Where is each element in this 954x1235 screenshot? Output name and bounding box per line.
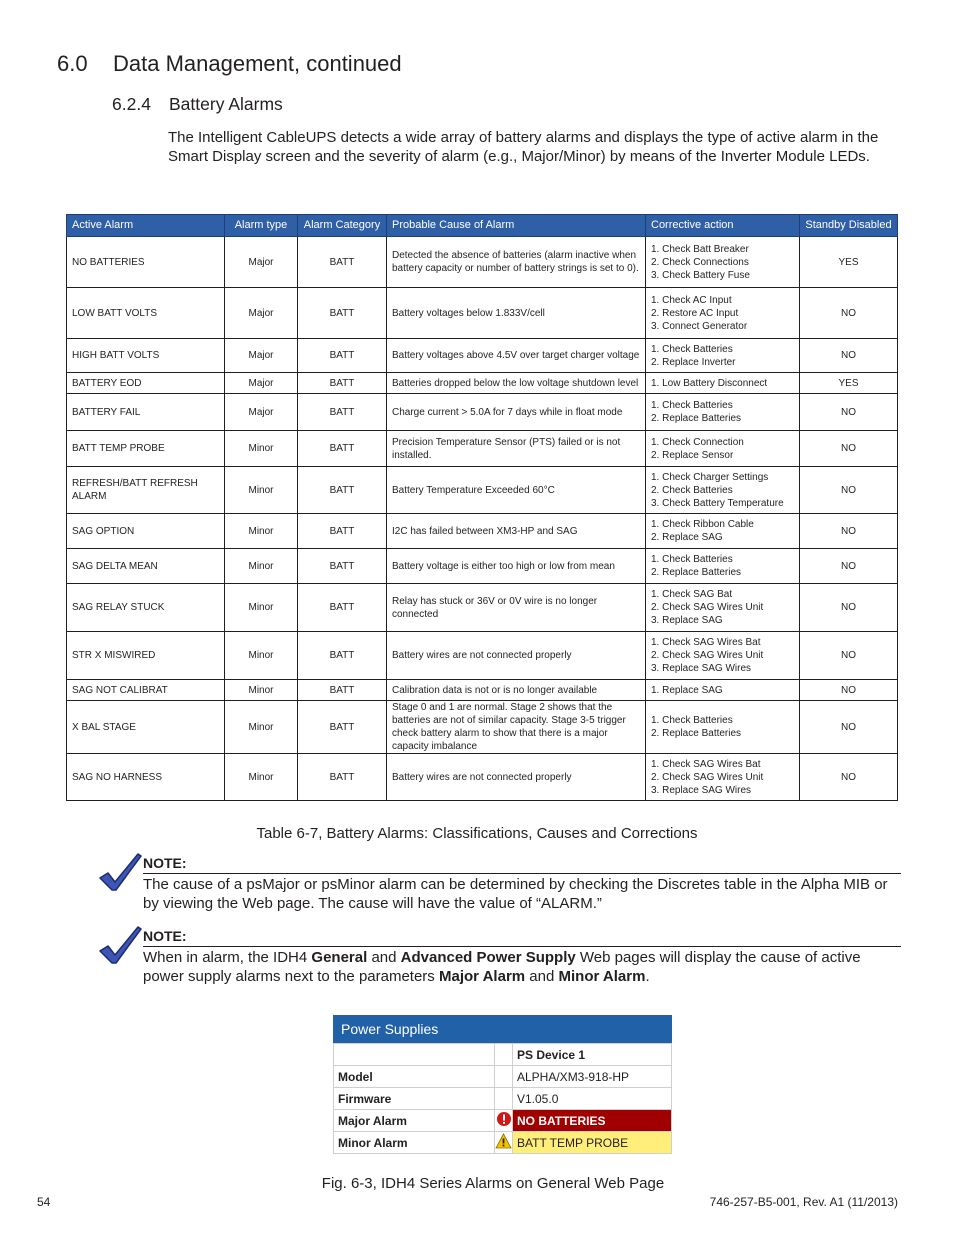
table-row (67, 701, 898, 754)
alarm-type-cell: Minor (225, 680, 298, 701)
alarm-category-cell: BATT (298, 373, 387, 394)
probable-cause-cell: Stage 0 and 1 are normal. Stage 2 shows that the batteries are not of similar capacity. Stage 3-5 trigger check battery alarm to show that there is a major capacity imbalance (387, 701, 646, 754)
alarm-category-cell: BATT (298, 339, 387, 373)
alarm-type-cell: Minor (225, 632, 298, 680)
probable-cause-cell: Batteries dropped below the low voltage shutdown level (387, 373, 646, 394)
standby-disabled-cell: NO (800, 584, 898, 632)
action-step: 1. Check SAG Wires Bat (651, 758, 761, 770)
action-step: 1. Check Batteries (651, 554, 733, 565)
corrective-action-cell (646, 394, 800, 431)
device-name: PS Device 1 (513, 1044, 672, 1066)
section-heading (57, 51, 402, 77)
alarm-type-cell: Minor (225, 514, 298, 549)
table-header-row (67, 215, 898, 237)
alarm-type-cell: Minor (225, 584, 298, 632)
table-row (67, 431, 898, 467)
note-1-body: The cause of a psMajor or psMinor alarm can be determined by checking the Discretes table in the Alpha MIB or by viewing the Web page. The cause will have the value of “ALARM.” (143, 876, 888, 912)
alarm-type-cell: Major (225, 237, 298, 288)
note-2-text: and (367, 949, 401, 966)
action-step: 3. Check Battery Fuse (651, 269, 750, 281)
probable-cause-cell: Relay has stuck or 36V or 0V wire is no longer connected (387, 584, 646, 632)
action-step: 1. Check Ribbon Cable (651, 519, 754, 530)
checkmark-icon (98, 925, 142, 965)
battery-alarms-table (66, 214, 898, 801)
corrective-action-cell (646, 467, 800, 514)
table-row (67, 394, 898, 431)
alarm-name-cell: SAG NO HARNESS (67, 754, 225, 801)
probable-cause-cell: Battery wires are not connected properly (387, 632, 646, 680)
corrective-action-cell (646, 754, 800, 801)
major-alarm-value: NO BATTERIES (513, 1110, 672, 1132)
figure-caption: Fig. 6-3, IDH4 Series Alarms on General Web Page (321, 1175, 665, 1192)
action-step: 1. Check Connection (651, 436, 744, 448)
alarm-type-cell: Minor (225, 467, 298, 514)
header-standby-disabled: Standby Disabled (800, 215, 898, 237)
note-2-text: and (525, 968, 559, 985)
probable-cause-cell: Charge current > 5.0A for 7 days while in float mode (387, 394, 646, 431)
minor-alarm-value: BATT TEMP PROBE (513, 1132, 672, 1154)
action-step: 3. Replace SAG Wires (651, 784, 752, 796)
table-row (67, 584, 898, 632)
alarm-category-cell: BATT (298, 237, 387, 288)
corrective-action-cell (646, 680, 800, 701)
alarm-name-cell: NO BATTERIES (67, 237, 225, 288)
checkmark-icon (98, 852, 142, 892)
standby-disabled-cell: YES (800, 373, 898, 394)
note-2-text: When in alarm, the IDH4 (143, 949, 312, 966)
corrective-action-cell (646, 632, 800, 680)
action-step: 1. Check SAG Bat (651, 589, 733, 600)
probable-cause-cell: Precision Temperature Sensor (PTS) failed or is not installed. (387, 431, 646, 467)
alarm-category-cell: BATT (298, 549, 387, 584)
alarm-type-cell: Major (225, 373, 298, 394)
action-step: 3. Replace SAG Wires (651, 663, 752, 674)
standby-disabled-cell: YES (800, 237, 898, 288)
header-probable-cause: Probable Cause of Alarm (387, 215, 646, 237)
note-2-bold-minor: Minor Alarm (558, 968, 646, 985)
action-step: 3. Replace SAG (651, 615, 723, 626)
minor-alarm-label: Minor Alarm (334, 1132, 495, 1154)
alarm-category-cell: BATT (298, 680, 387, 701)
action-step: 1. Check Batt Breaker (651, 243, 749, 255)
action-step: 1. Low Battery Disconnect (651, 377, 768, 389)
alarm-name-cell: SAG RELAY STUCK (67, 584, 225, 632)
alarm-category-cell: BATT (298, 632, 387, 680)
note-2-bold-general: General (311, 949, 368, 966)
probable-cause-cell: Battery voltage is either too high or low from mean (387, 549, 646, 584)
action-step: 2. Check SAG Wires Unit (651, 771, 764, 783)
header-alarm-type: Alarm type (225, 215, 298, 237)
action-step: 2. Check SAG Wires Unit (651, 650, 764, 661)
intro-paragraph: The Intelligent CableUPS detects a wide array of battery alarms and displays the type of active alarm in the Smart Display screen and the severity of alarm (e.g., Major/Minor) by means of the Inverter Module LEDs. (168, 129, 879, 165)
standby-disabled-cell: NO (800, 431, 898, 467)
warning-icon (495, 1133, 512, 1149)
probable-cause-cell: Battery voltages above 4.5V over target charger voltage (387, 339, 646, 373)
blank-cell (334, 1044, 495, 1066)
action-step: 1. Replace SAG (651, 684, 723, 696)
table-row (67, 288, 898, 339)
probable-cause-cell: I2C has failed between XM3-HP and SAG (387, 514, 646, 549)
standby-disabled-cell: NO (800, 467, 898, 514)
error-icon-cell (495, 1110, 513, 1132)
page-number: 54 (37, 1195, 51, 1209)
action-step: 2. Restore AC Input (651, 307, 739, 319)
table-row (334, 1066, 672, 1088)
probable-cause-cell: Battery wires are not connected properly (387, 754, 646, 801)
corrective-action-cell (646, 584, 800, 632)
table-row (334, 1132, 672, 1154)
firmware-value: V1.05.0 (513, 1088, 672, 1110)
alarm-type-cell: Minor (225, 549, 298, 584)
alarm-name-cell: BATTERY FAIL (67, 394, 225, 431)
alarm-category-cell: BATT (298, 467, 387, 514)
probable-cause-cell: Battery Temperature Exceeded 60°C (387, 467, 646, 514)
action-step: 1. Check Batteries (651, 400, 733, 411)
action-step: 2. Check SAG Wires Unit (651, 602, 764, 613)
corrective-action-cell (646, 514, 800, 549)
standby-disabled-cell: NO (800, 288, 898, 339)
major-alarm-label: Major Alarm (334, 1110, 495, 1132)
alarm-name-cell: SAG NOT CALIBRAT (67, 680, 225, 701)
header-corrective-action: Corrective action (646, 215, 800, 237)
standby-disabled-cell: NO (800, 754, 898, 801)
model-label: Model (334, 1066, 495, 1088)
alarm-category-cell: BATT (298, 514, 387, 549)
table-caption: Table 6-7, Battery Alarms: Classifications, Causes and Corrections (256, 825, 698, 842)
power-supplies-web-panel (333, 1015, 672, 1154)
standby-disabled-cell: NO (800, 514, 898, 549)
action-step: 2. Replace Inverter (651, 356, 736, 368)
table-row (67, 339, 898, 373)
warning-icon-cell (495, 1132, 513, 1154)
alarm-type-cell: Minor (225, 754, 298, 801)
table-row (334, 1110, 672, 1132)
note-2-bold-major: Major Alarm (438, 968, 526, 985)
note-2-bold-advanced: Advanced Power Supply (400, 949, 576, 966)
alarm-category-cell: BATT (298, 394, 387, 431)
action-step: 2. Check Connections (651, 256, 749, 268)
alarm-name-cell: LOW BATT VOLTS (67, 288, 225, 339)
action-step: 2. Replace SAG (651, 532, 723, 543)
blank-icon-cell (495, 1088, 513, 1110)
action-step: 3. Connect Generator (651, 320, 748, 332)
subsection-number: 6.2.4 (112, 94, 151, 114)
table-row (67, 514, 898, 549)
probable-cause-cell: Battery voltages below 1.833V/cell (387, 288, 646, 339)
corrective-action-cell (646, 701, 800, 754)
alarm-type-cell: Major (225, 288, 298, 339)
action-step: 1. Check Batteries (651, 715, 733, 726)
note-1-title: NOTE: (143, 855, 187, 871)
standby-disabled-cell: NO (800, 394, 898, 431)
section-number: 6.0 (57, 51, 88, 76)
header-alarm-category: Alarm Category (298, 215, 387, 237)
alarm-type-cell: Major (225, 339, 298, 373)
note-1-divider (143, 873, 901, 874)
alarm-name-cell: X BAL STAGE (67, 701, 225, 754)
action-step: 2. Replace Sensor (651, 449, 734, 461)
note-2-title: NOTE: (143, 928, 187, 944)
header-active-alarm: Active Alarm (67, 215, 225, 237)
alarm-name-cell: SAG OPTION (67, 514, 225, 549)
alarm-category-cell: BATT (298, 701, 387, 754)
subsection-heading (112, 94, 283, 115)
action-step: 2. Replace Batteries (651, 728, 742, 739)
alarm-category-cell: BATT (298, 584, 387, 632)
alarm-name-cell: BATTERY EOD (67, 373, 225, 394)
alarm-name-cell: STR X MISWIRED (67, 632, 225, 680)
section-title: Data Management, continued (113, 51, 402, 76)
table-row (67, 373, 898, 394)
corrective-action-cell (646, 288, 800, 339)
action-step: 2. Replace Batteries (651, 413, 742, 424)
table-row (334, 1044, 672, 1066)
action-step: 1. Check SAG Wires Bat (651, 637, 761, 648)
standby-disabled-cell: NO (800, 680, 898, 701)
firmware-label: Firmware (334, 1088, 495, 1110)
table-row (334, 1088, 672, 1110)
table-row (67, 237, 898, 288)
table-row (67, 754, 898, 801)
corrective-action-cell (646, 549, 800, 584)
standby-disabled-cell: NO (800, 549, 898, 584)
table-row (67, 549, 898, 584)
action-step: 1. Check AC Input (651, 294, 732, 306)
alarm-type-cell: Minor (225, 431, 298, 467)
alarm-type-cell: Minor (225, 701, 298, 754)
action-step: 1. Check Charger Settings (651, 471, 769, 483)
note-2-divider (143, 946, 901, 947)
standby-disabled-cell: NO (800, 632, 898, 680)
standby-disabled-cell: NO (800, 339, 898, 373)
blank-icon-cell (495, 1044, 513, 1066)
error-icon (496, 1111, 512, 1127)
table-row (67, 467, 898, 514)
note-2-text: Web pages will display the cause of active power supply alarms next to the parameters (143, 949, 861, 985)
alarm-name-cell: REFRESH/BATT REFRESH ALARM (67, 467, 225, 514)
corrective-action-cell (646, 339, 800, 373)
panel-title: Power Supplies (333, 1015, 672, 1043)
table-row (67, 680, 898, 701)
probable-cause-cell: Detected the absence of batteries (alarm inactive when battery capacity or number of battery strings is set to 0). (387, 237, 646, 288)
alarm-category-cell: BATT (298, 431, 387, 467)
note-2-text: . (645, 968, 650, 985)
blank-icon-cell (495, 1066, 513, 1088)
action-step: 2. Check Batteries (651, 484, 733, 496)
corrective-action-cell (646, 431, 800, 467)
model-value: ALPHA/XM3-918-HP (513, 1066, 672, 1088)
probable-cause-cell: Calibration data is not or is no longer available (387, 680, 646, 701)
document-number: 746-257-B5-001, Rev. A1 (11/2013) (709, 1195, 898, 1209)
subsection-title: Battery Alarms (169, 94, 283, 114)
alarm-category-cell: BATT (298, 754, 387, 801)
table-row (67, 632, 898, 680)
action-step: 2. Replace Batteries (651, 567, 742, 578)
action-step: 3. Check Battery Temperature (651, 497, 784, 509)
corrective-action-cell (646, 237, 800, 288)
alarm-name-cell: SAG DELTA MEAN (67, 549, 225, 584)
corrective-action-cell (646, 373, 800, 394)
power-supplies-table (333, 1043, 672, 1154)
alarm-category-cell: BATT (298, 288, 387, 339)
alarm-type-cell: Major (225, 394, 298, 431)
alarm-name-cell: HIGH BATT VOLTS (67, 339, 225, 373)
standby-disabled-cell: NO (800, 701, 898, 754)
action-step: 1. Check Batteries (651, 343, 733, 355)
note-2-body (143, 948, 900, 986)
alarm-name-cell: BATT TEMP PROBE (67, 431, 225, 467)
